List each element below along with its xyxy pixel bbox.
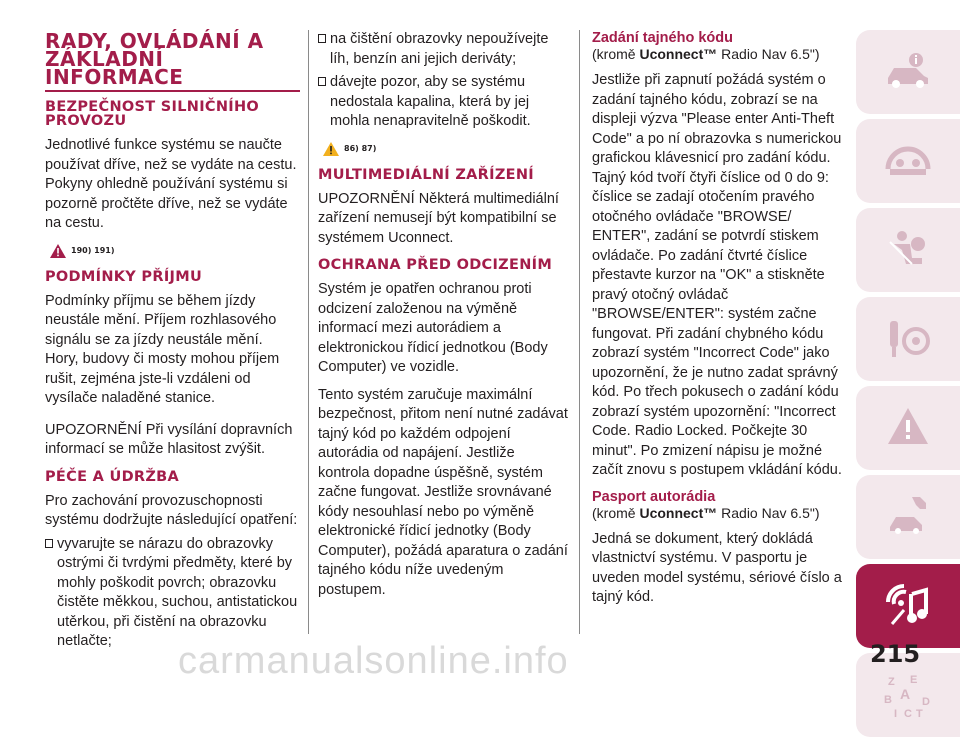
list-item-text: vyvarujte se nárazu do obrazovky ostrými či tvrdými předměty, které by mohly poškodit povrch; obrazovku čistěte měkkou, suchou, antistatickou utěrkou, při čistění na obrazovku netlačte;	[57, 535, 298, 649]
watermark: carmanualsonline.info	[178, 640, 569, 682]
svg-text:T: T	[916, 708, 923, 720]
tab-safety[interactable]	[856, 208, 960, 292]
list-item-text: na čištění obrazovky nepoužívejte líh, benzín ani jejich deriváty;	[330, 31, 549, 67]
paragraph-care: Pro zachování provozuschopnosti systému dodržujte následující opatření:	[45, 492, 298, 528]
alphabet-index-icon	[882, 669, 934, 721]
chapter-tabs	[856, 30, 960, 742]
chapter-title: RADY, OVLÁDÁNÍ A ZÁKLADNÍ INFORMACE	[45, 32, 300, 92]
paragraph-multimedia: UPOZORNĚNÍ Některá multimediální zařízení nemusejí být kompatibilní se systémem Uconnect.	[318, 190, 559, 246]
list-item	[318, 73, 570, 132]
heading-road-safety: BEZPEČNOST SILNIČNÍHO PROVOZU	[45, 99, 260, 129]
heading-theft-protection: OCHRANA PŘED ODCIZENÍM	[318, 257, 553, 273]
paragraph-theft-1: Systém je opatřen ochranou proti odcizení založenou na výměně informací mezi autorádiem a elektronickou řídicí jednotkou (Body Computer) ve vozidle.	[318, 281, 548, 375]
list-item	[45, 535, 300, 652]
svg-text:B: B	[884, 694, 892, 706]
warning-triangle-icon	[322, 141, 340, 157]
warning-triangle-icon	[49, 243, 67, 259]
svg-text:I: I	[894, 708, 898, 720]
paragraph-radio-passport: Jedná se dokument, který dokládá vlastnictví systému. V pasportu je uveden model systému, sériové číslo a tajný kód.	[592, 530, 842, 605]
heading-code-entry: Zadání tajného kódu	[592, 30, 733, 46]
warning-reference	[322, 140, 570, 158]
heading-multimedia: MULTIMEDIÁLNÍ ZAŘÍZENÍ	[318, 166, 534, 183]
paragraph-reception: Podmínky příjmu se během jízdy neustále mění. Příjem rozhlasového signálu se za jízdy neustále mění. Hory, budovy či mosty mohou příjem rušit, zejména jste-li vzdáleni od vysílače naladěné stanice.	[45, 292, 280, 406]
subtitle-prefix: (kromě	[592, 46, 640, 62]
subtitle-code-entry	[592, 46, 847, 63]
multimedia-icon	[882, 580, 934, 632]
subtitle-suffix: Radio Nav 6.5")	[717, 504, 820, 521]
list-item-text: dávejte pozor, aby se systému nedostala kapalina, která by jej mohla nenapravitelně poškodit.	[330, 74, 531, 129]
wrench-car-icon	[882, 491, 934, 543]
paragraph-theft-2: Tento systém zaručuje maximální bezpečnost, přitom není nutné zadávat tajný kód po každém odpojení autorádia od napájení. Jestliže kontrola dopadne úspěšně, systém začne fungovat. Jestliže srovnávané kódy nesouhlasí nebo po výměně elektronické řídicí jednotky (Body Computer), požádá aparatura o zadání tajného kódu níže uvedeným postupem.	[318, 386, 568, 598]
tab-key-steering[interactable]	[856, 297, 960, 381]
bullet-square-icon	[318, 77, 326, 86]
safety-airbag-icon	[882, 224, 934, 276]
svg-text:Z: Z	[888, 676, 895, 688]
warning-reference	[49, 242, 300, 260]
paragraph-code-entry: Jestliže při zapnutí požádá systém o zadání tajného kódu, zobrazí se na displeji výzva "Please enter Anti-Theft Code" a po ní obrazovka s numerickou grafickou klávesnicí pro zadání kódu. Tajný kód tvoří čtyři číslice od 0 do 9: číslice se zadají otočením pravého otočného ovládače "BROWSE/ ENTER", zadání se potvrdí stiskem ovládače. Po zadání čtvrté číslice přestavte kurzor na "OK" a stiskněte pravý otočný ovládač "BROWSE/ENTER": systém začne fungovat. Při zadání chybného kódu zobrazí systém "Incorrect Code" jako upozornění, že je nutno zadat správný kód. Po třech pokusech o zadání kódu zobrazí systém upozornění: "Incorrect Code. Radio Locked. Počkejte 30 minut". Po zmizení nápisu je možné začít znovu s postupem vkládání kódu.	[592, 72, 842, 478]
heading-care: PÉČE A ÚDRŽBA	[45, 468, 180, 485]
heading-reception: PODMÍNKY PŘÍJMU	[45, 268, 203, 285]
subtitle-brand: Uconnect™	[639, 504, 718, 521]
tab-maintenance[interactable]	[856, 475, 960, 559]
svg-text:D: D	[922, 696, 930, 708]
column-2	[318, 30, 570, 608]
subtitle-brand: Uconnect™	[639, 46, 718, 62]
tab-warning[interactable]	[856, 386, 960, 470]
paragraph-road-safety: Jednotlivé funkce systému se naučte používat dříve, než se vydáte na cestu. Pokyny ohledně používání systému si pozorně pročtěte dříve, než se vydáte na cestu.	[45, 137, 297, 231]
page-number: 215	[870, 640, 921, 668]
dashboard-icon	[882, 135, 934, 187]
list-item	[318, 30, 570, 69]
subtitle-prefix: (kromě	[592, 504, 640, 521]
warning-reference-text: 190) 191)	[71, 246, 115, 255]
subtitle-radio-passport	[592, 505, 847, 522]
tab-dashboard[interactable]	[856, 119, 960, 203]
column-1	[45, 30, 300, 660]
key-steering-icon	[882, 313, 934, 365]
subtitle-suffix: Radio Nav 6.5")	[717, 46, 820, 62]
bullet-square-icon	[318, 34, 326, 43]
svg-text:C: C	[904, 708, 912, 720]
column-divider-2	[579, 30, 580, 634]
column-divider-1	[308, 30, 309, 634]
heading-radio-passport: Pasport autorádia	[592, 488, 716, 505]
column-3	[592, 30, 847, 616]
warning-reference-text: 86) 87)	[344, 144, 377, 153]
tab-multimedia[interactable]	[856, 564, 960, 648]
tab-car-info[interactable]	[856, 30, 960, 114]
warning-triangle-icon	[882, 402, 934, 454]
bullet-square-icon	[45, 539, 53, 548]
paragraph-traffic-note: UPOZORNĚNÍ Při vysílání dopravních informací se může hlasitost zvýšit.	[45, 421, 293, 457]
car-info-icon	[882, 46, 934, 98]
svg-text:E: E	[910, 674, 918, 686]
svg-text:A: A	[900, 686, 911, 702]
